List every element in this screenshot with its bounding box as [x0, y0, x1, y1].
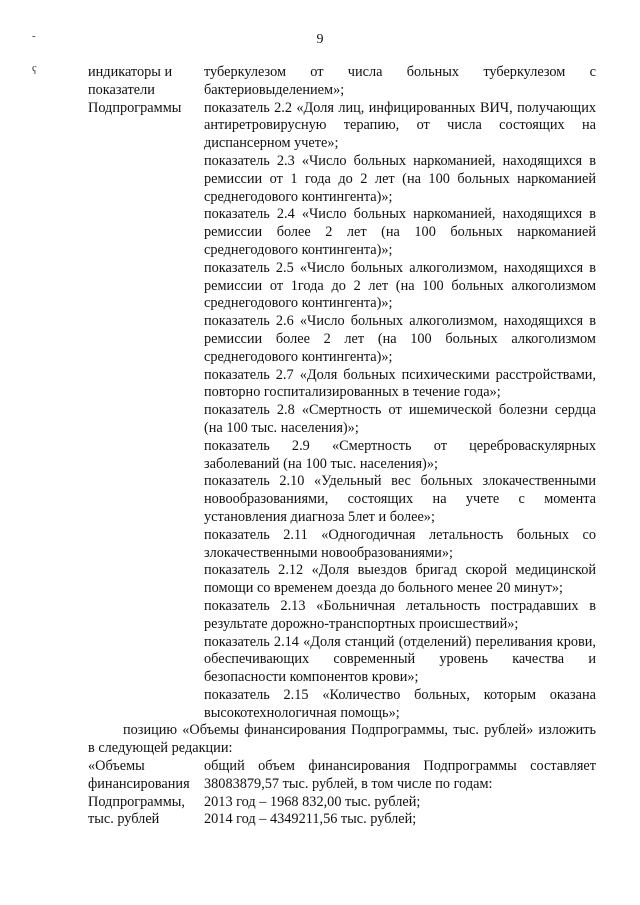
funding-line: 2014 год – 4349211,56 тыс. рублей;	[204, 811, 417, 828]
funding-row	[88, 758, 596, 829]
funding-line: общий объем финансирования Подпрограммы составляет 38083879,57 тыс. рублей, в том числе по годам:	[204, 758, 596, 792]
label-line: индикаторы и	[88, 64, 173, 80]
label-line: тыс. рублей	[88, 811, 160, 828]
label-line: Подпрограммы	[88, 99, 182, 116]
page-number: 9	[316, 32, 324, 47]
indicator-item: показатель 2.11 «Одногодичная летальность больных со злокачественными новообразованиями»;	[204, 526, 596, 561]
indicator-item: показатель 2.15 «Количество больных, которым оказана высокотехнологичная помощь»;	[204, 686, 596, 721]
label-line: финансирования	[88, 775, 190, 792]
indicator-item: показатель 2.6 «Число больных алкоголизмом, находящихся в ремиссии более 2 лет (на 100 больных алкоголизмом среднегодового контингента)»;	[204, 313, 596, 365]
indicator-item: показатель 2.8 «Смертность от ишемической болезни сердца (на 100 тыс. населения)»;	[204, 402, 596, 436]
indicator-item: показатель 2.7 «Доля больных психическими расстройствами, повторно госпитализированных в течение года»;	[204, 366, 596, 401]
indicator-item: показатель 2.13 «Больничная летальность пострадавших в результате дорожно-транспортных происшествий»;	[204, 597, 596, 632]
indicator-item: показатель 2.12 «Доля выездов бригад скорой медицинской помощи со временем доезда до больного менее 20 минут»;	[204, 562, 596, 597]
label-line: «Объемы	[88, 758, 145, 775]
indicators-row	[88, 64, 596, 722]
indicators-list	[204, 64, 596, 722]
indicators-label	[88, 64, 204, 117]
document-body	[88, 64, 596, 829]
margin-mark: ҁ	[32, 62, 37, 74]
indicator-item: показатель 2.14 «Доля станций (отделений) переливания крови, обеспечивающих современный уровень качества и безопасности компонентов крови»;	[204, 633, 596, 686]
indicator-item: показатель 2.2 «Доля лиц, инфицированных ВИЧ, получающих антиретровирусную терапию, от числа состоящих на диспансерном учете»;	[204, 99, 596, 152]
indicator-item: показатель 2.4 «Число больных наркоманией, находящихся в ремиссии более 2 лет (на 100 больных наркоманией среднегодового контингента)»;	[204, 206, 596, 258]
indicator-item: показатель 2.5 «Число больных алкоголизмом, находящихся в ремиссии от 1года до 2 лет (на 100 больных алкоголизмом среднегодового контингента)»;	[204, 259, 596, 312]
label-line: Подпрограммы,	[88, 793, 185, 810]
margin-mark: -	[32, 30, 36, 42]
label-line: показатели	[88, 81, 155, 98]
instruction-paragraph: позицию «Объемы финансирования Подпрограммы, тыс. рублей» изложить в следующей редакции:	[88, 722, 596, 757]
indicator-item: показатель 2.10 «Удельный вес больных злокачественными новообразованиями, состоящих на учете с момента установления диагноза 5лет и более»;	[204, 473, 596, 525]
funding-label	[88, 758, 204, 829]
funding-text	[204, 758, 596, 829]
indicator-item: показатель 2.9 «Смертность от цереброваскулярных заболеваний (на 100 тыс. населения)»;	[204, 437, 596, 472]
indicator-item: туберкулезом от числа больных туберкулезом с бактериовыделением»;	[204, 64, 596, 98]
funding-line: 2013 год – 1968 832,00 тыс. рублей;	[204, 793, 421, 810]
indicator-item: показатель 2.3 «Число больных наркоманией, находящихся в ремиссии от 1 года до 2 лет (на 100 больных наркоманией среднегодового контингента)»;	[204, 152, 596, 205]
